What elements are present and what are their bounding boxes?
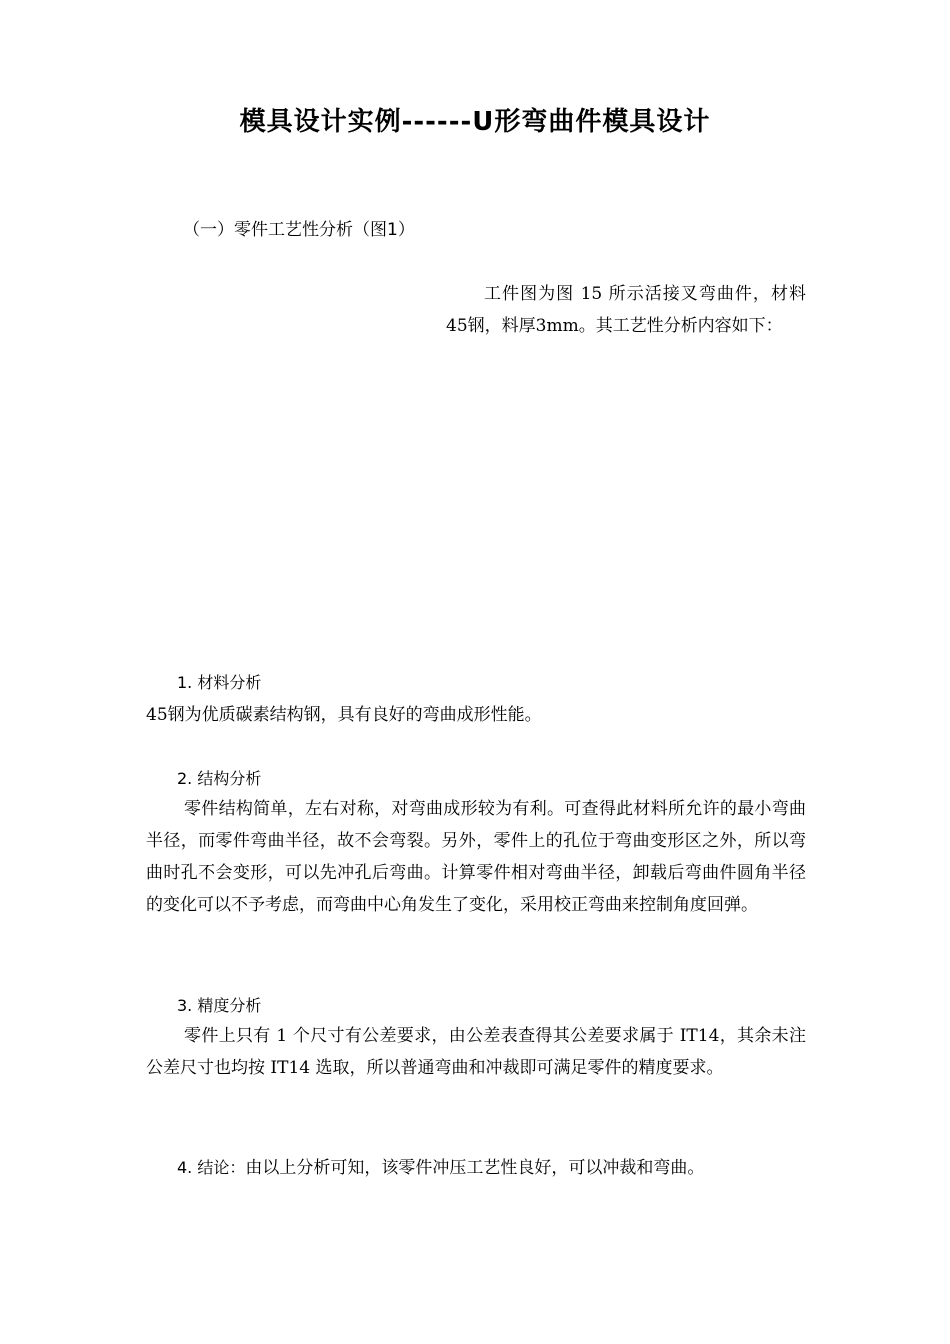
section-heading: （一）零件工艺性分析（图1） — [183, 220, 415, 240]
structure-analysis-heading: 2. 结构分析 — [177, 769, 262, 788]
structure-analysis-text: 零件结构简单，左右对称，对弯曲成形较为有利。可查得此材料所允许的最小弯曲半径，而零件弯曲半径，故不会弯裂。另外，零件上的孔位于弯曲变形区之外，所以弯曲时孔不会变形，可以先冲孔后弯曲。计算零件相对弯曲半径，卸载后弯曲件圆角半径的变化可以不予考虑，而弯曲中心角发生了变化，采用校正弯曲来控制角度回弹。 — [146, 799, 806, 915]
document-title: 模具设计实例------U形弯曲件模具设计 — [239, 107, 711, 137]
figure-placeholder — [146, 268, 426, 648]
material-analysis-heading: 1. 材料分析 — [177, 673, 262, 692]
precision-analysis-heading: 3. 精度分析 — [177, 996, 262, 1015]
conclusion-text: 由以上分析可知，该零件冲压工艺性良好，可以冲裁和弯曲。 — [245, 1158, 705, 1178]
material-analysis-text: 45钢为优质碳素结构钢，具有良好的弯曲成形性能。 — [146, 705, 542, 725]
conclusion-heading: 4. 结论： — [177, 1158, 246, 1177]
precision-analysis-text: 零件上只有 1 个尺寸有公差要求，由公差表查得其公差要求属于 IT14，其余未注公差尺寸也均按 IT14 选取，所以普通弯曲和冲裁即可满足零件的精度要求。 — [146, 1026, 806, 1078]
intro-paragraph: 工件图为图 15 所示活接叉弯曲件，材料45钢，料厚3mm。其工艺性分析内容如下： — [446, 284, 806, 336]
conclusion — [177, 1153, 704, 1178]
